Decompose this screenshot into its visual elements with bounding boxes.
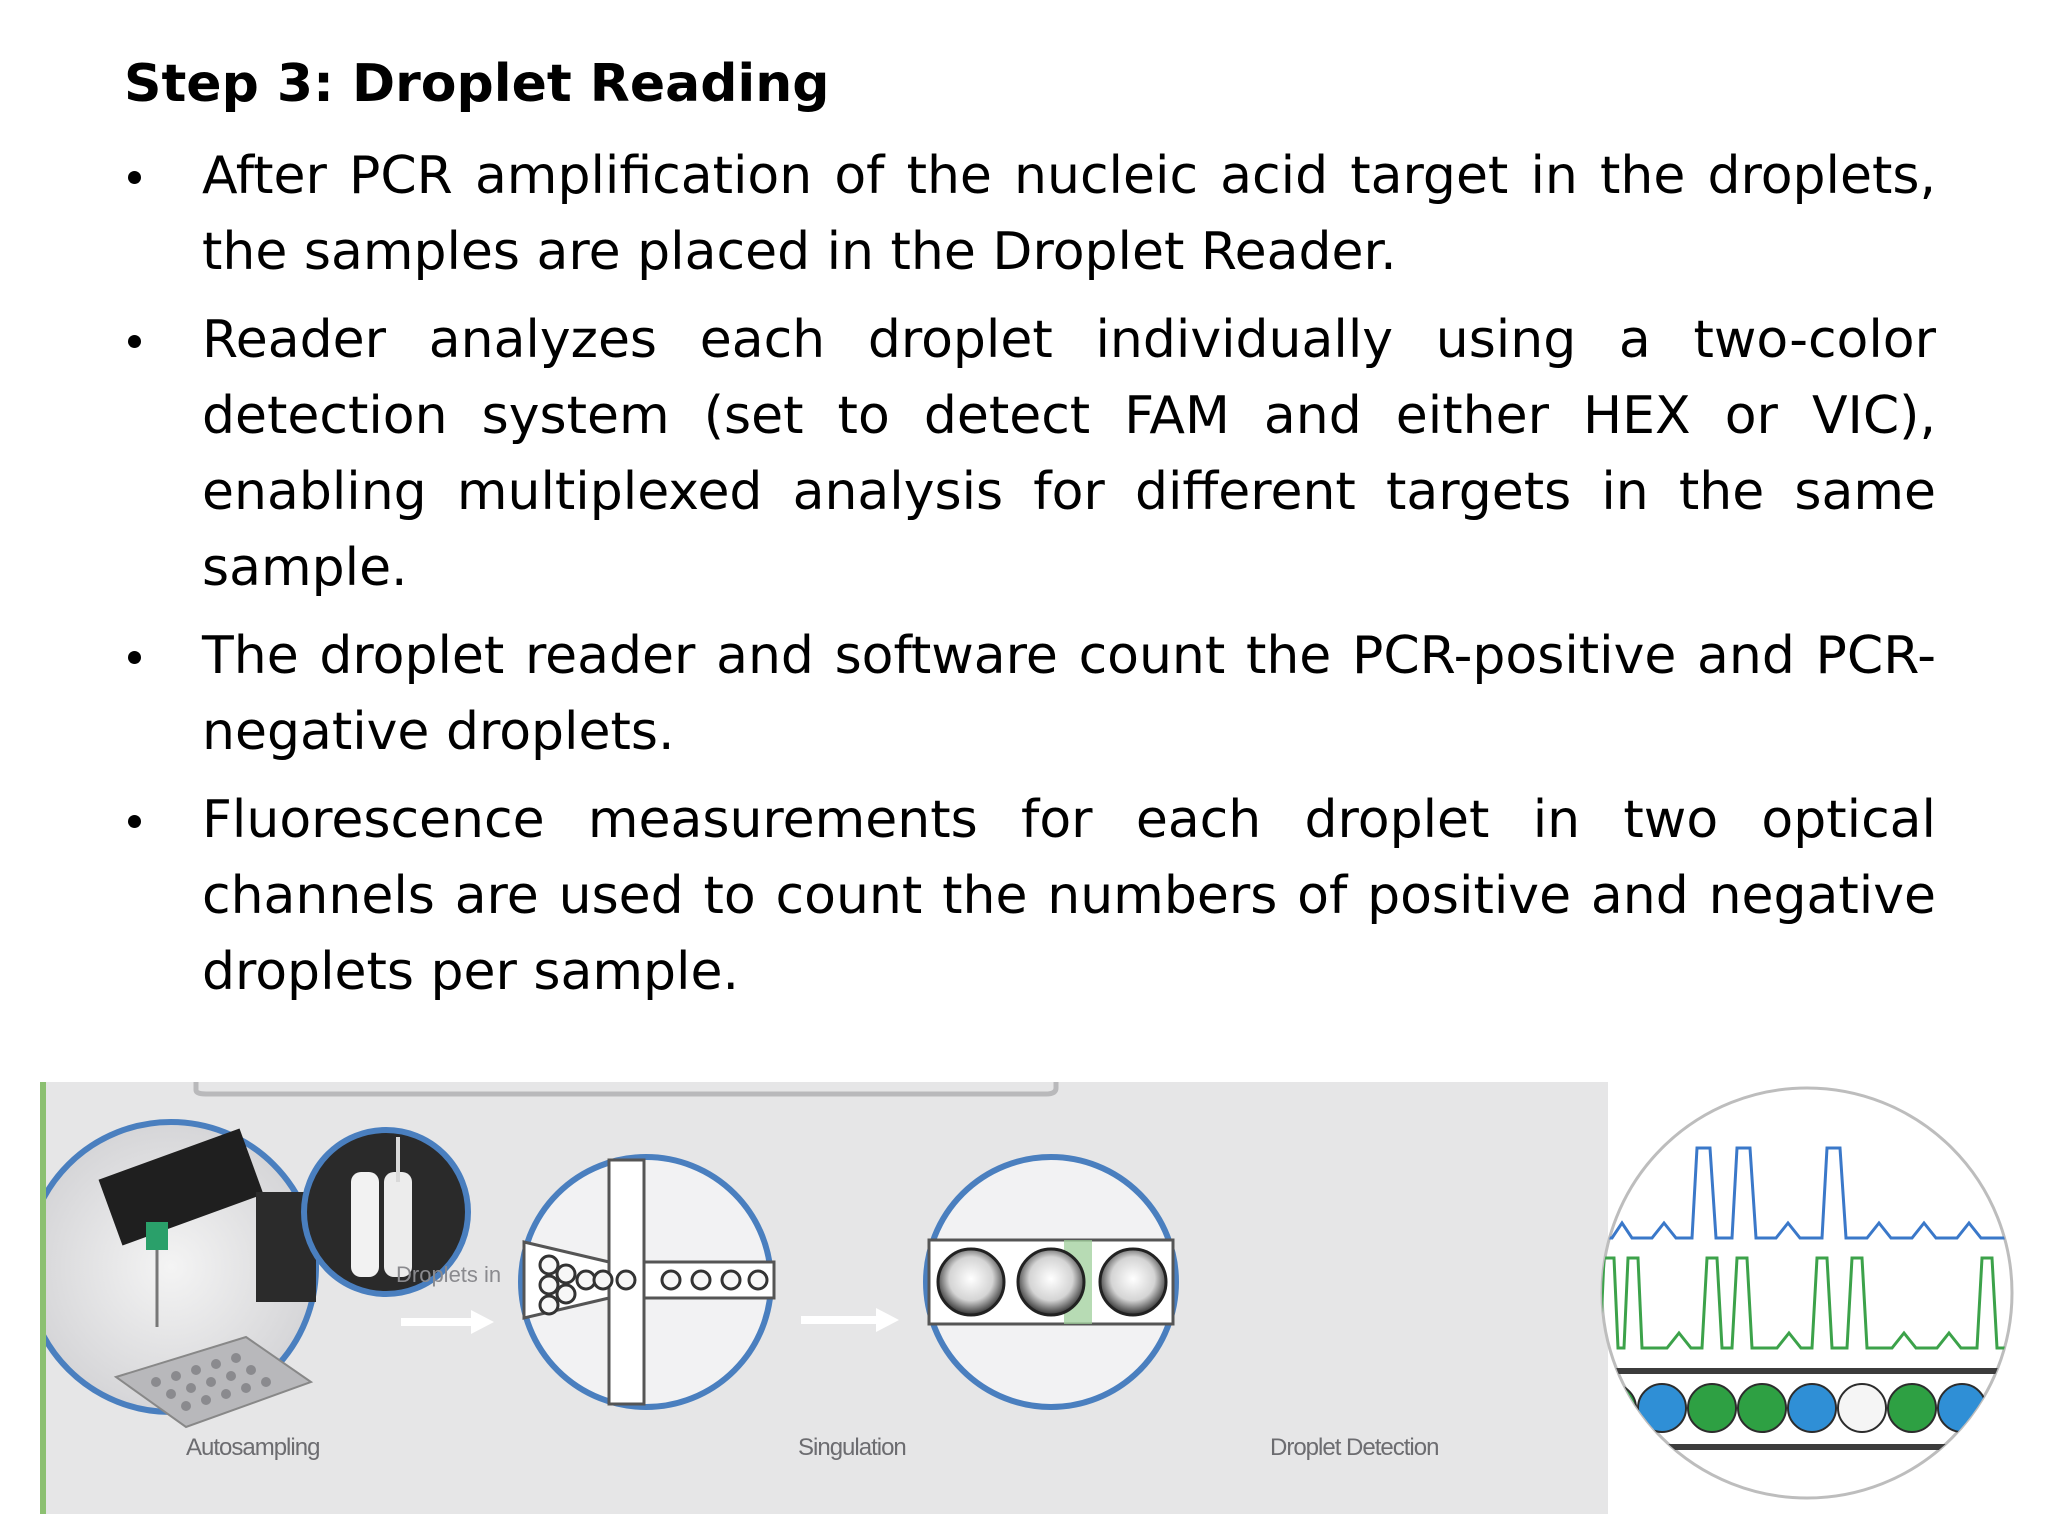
bullet-text: The droplet reader and software count the PCR-positive and PCR-negative droplets. (202, 626, 1936, 762)
fluorescence-trace-graphic (1592, 1078, 2022, 1508)
bullet-item (124, 302, 1936, 606)
droplets-in-label: Droplets in (396, 1262, 502, 1287)
bullet-text: Reader analyzes each droplet individually using a two-color detection system (set to detect FAM and either HEX or VIC), enabling multiplexed analysis for different targets in the same sample. (202, 310, 1936, 598)
bullet-item (124, 138, 1936, 290)
bullet-item (124, 782, 1936, 1010)
fluorescence-trace-icon (1592, 1078, 2022, 1508)
bullet-text: Fluorescence measurements for each droplet in two optical channels are used to count the numbers of positive and negative droplets per sample. (202, 790, 1936, 1002)
bullet-icon (128, 815, 141, 828)
bullet-item (124, 618, 1936, 770)
bullet-list (124, 138, 1936, 1022)
caption-autosampling: Autosampling (186, 1434, 320, 1461)
bullet-icon (128, 335, 141, 348)
bullet-icon (128, 651, 141, 664)
droplet-detection-icon (926, 1157, 1176, 1407)
arrow-right-icon (801, 1308, 899, 1332)
bullet-icon (128, 171, 141, 184)
autosampler-photo-icon (46, 1122, 316, 1427)
droplet-singulation-icon (521, 1157, 774, 1407)
slide-title: Step 3: Droplet Reading (124, 54, 830, 114)
droplet-reader-figure (40, 1082, 1608, 1514)
arrow-right-icon (401, 1310, 494, 1334)
caption-singulation: Singulation (798, 1434, 906, 1461)
bullet-text: After PCR amplification of the nucleic acid target in the droplets, the samples are placed in the Droplet Reader. (202, 146, 1936, 282)
caption-droplet-detection: Droplet Detection (1270, 1434, 1439, 1461)
